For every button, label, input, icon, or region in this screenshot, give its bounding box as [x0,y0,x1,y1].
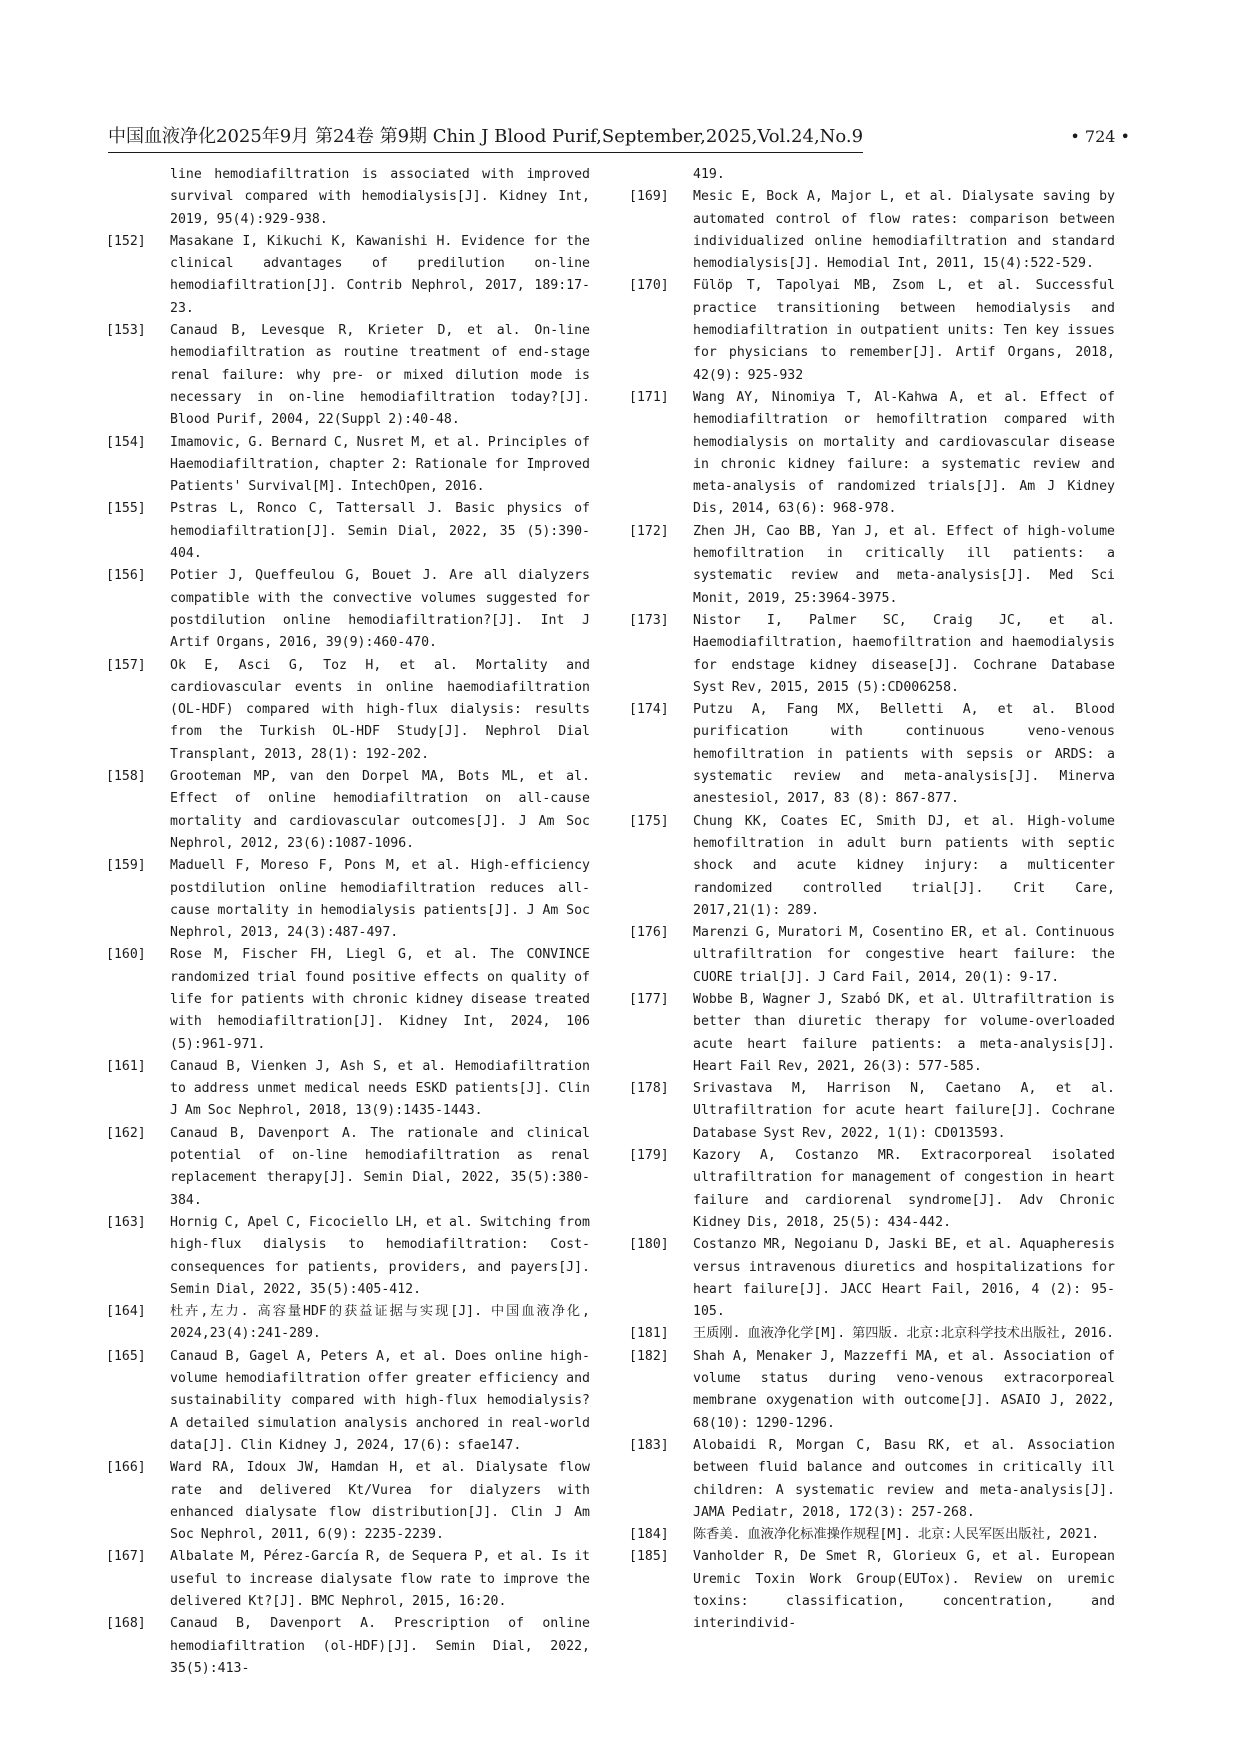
reference-number: [179] [629,1148,669,1164]
reference-text: Potier J, Queffeulou G, Bouet J. Are all dialyzers compatible with the convective volumes suggested for postdilution online hemodiafiltration?[J]. Int J Artif Organs, 2016, 39(9):460-470. [170,568,590,651]
reference-number: [185] [629,1549,669,1565]
reference-text: Kazory A, Costanzo MR. Extracorporeal isolated ultrafiltration for management of congestion in heart failure and cardiorenal syndrome[J]. Adv Chronic Kidney Dis, 2018, 25(5): 434-442. [693,1148,1115,1230]
reference-number: [166] [106,1460,146,1476]
reference-item [629,610,1115,699]
reference-text: 陈香美. 血液净化标准操作规程[M]. 北京:人民军医出版社, 2021. [693,1527,1100,1543]
reference-number: [152] [106,233,146,249]
reference-number: [180] [629,1237,669,1253]
reference-number: [160] [106,947,146,963]
reference-item [629,1546,1115,1635]
reference-text: Vanholder R, De Smet R, Glorieux G, et al. European Uremic Toxin Work Group(EUTox). Review on uremic toxins: classification, concentration, and interindivid- [693,1549,1115,1632]
reference-item [629,1234,1115,1323]
reference-item [106,498,590,565]
reference-number: [175] [629,813,669,829]
reference-text: Chung KK, Coates EC, Smith DJ, et al. High-volume hemofiltration in adult burn patients with septic shock and acute kidney injury: a multicenter randomized controlled trial[J]. Crit Care, 2017,21(1): 289. [693,813,1115,918]
reference-number: [183] [629,1437,669,1453]
reference-item [106,1056,590,1123]
reference-number: [154] [106,434,146,450]
reference-item [629,1524,1115,1546]
reference-text: Ward RA, Idoux JW, Hamdan H, et al. Dialysate flow rate and delivered Kt/Vurea for dialyzers with enhanced dialysate flow distribution[J]. Clin J Am Soc Nephrol, 2011, 6(9): 2235-2239. [170,1460,590,1543]
reference-item [629,989,1115,1078]
reference-text: Hornig C, Apel C, Ficociello LH, et al. Switching from high-flux dialysis to hemodiafiltration: Cost-consequences for patients, providers, and payers[J]. Semin Dial, 2022, 35(5):405-412. [170,1214,590,1297]
reference-text: Rose M, Fischer FH, Liegl G, et al. The CONVINCE randomized trial found positive effects on quality of life for patients with chronic kidney disease treated with hemodiafiltration[J]. Kidney Int, 2024, 106 (5):961-971. [170,947,590,1052]
reference-text: Ok E, Asci G, Toz H, et al. Mortality and cardiovascular events in online haemodiafiltration (OL-HDF) compared with high-flux dialysis: results from the Turkish OL-HDF Study[J]. Nephrol Dial Transplant, 2013, 28(1): 192-202. [170,657,590,762]
reference-text: line hemodiafiltration is associated with improved survival compared with hemodialysis[J]. Kidney Int, 2019, 95(4):929-938. [170,167,590,227]
reference-text: 王质刚. 血液净化学[M]. 第四版. 北京:北京科学技术出版社, 2016. [693,1326,1115,1342]
reference-number: [163] [106,1214,146,1230]
reference-item [629,164,1115,186]
reference-number: [153] [106,323,146,339]
reference-number: [159] [106,858,146,874]
reference-item [629,1346,1115,1435]
reference-text: Imamovic, G. Bernard C, Nusret M, et al. Principles of Haemodiafiltration, chapter 2: Rationale for Improved Patients' Survival[M]. IntechOpen, 2016. [170,434,590,495]
reference-item [106,320,590,431]
reference-item [629,699,1115,810]
reference-text: 杜卉,左力. 高容量HDF的获益证据与实现[J]. 中国血液净化, 2024,23(4):241-289. [170,1304,590,1342]
reference-text: Albalate M, Pérez-García R, de Sequera P, et al. Is it useful to increase dialysate flow rate to improve the delivered Kt?[J]. BMC Nephrol, 2015, 16:20. [170,1549,590,1609]
reference-item [106,1301,590,1346]
reference-number: [164] [106,1304,146,1320]
reference-item [106,1546,590,1613]
reference-text: Canaud B, Davenport A. Prescription of online hemodiafiltration (ol-HDF)[J]. Semin Dial, 2022, 35(5):413- [170,1616,590,1676]
reference-item [106,1457,590,1546]
reference-text: Canaud B, Gagel A, Peters A, et al. Does online high-volume hemodiafiltration offer greater efficiency and sustainability compared with high-flux hemodialysis? A detailed simulation analysis anchored in real-world data[J]. Clin Kidney J, 2024, 17(6): sfae147. [170,1348,590,1453]
reference-item [629,1145,1115,1234]
reference-text: Wang AY, Ninomiya T, Al-Kahwa A, et al. Effect of hemodiafiltration or hemofiltration compared with hemodialysis on mortality and cardiovascular disease in chronic kidney failure: a systematic review and meta-analysis of randomized trials[J]. Am J Kidney Dis, 2014, 63(6): 968-978. [693,389,1115,517]
reference-number: [158] [106,769,146,785]
reference-text: Zhen JH, Cao BB, Yan J, et al. Effect of high-volume hemofiltration in critically ill patients: a systematic review and meta-analysis[J]. Med Sci Monit, 2019, 25:3964-3975. [693,523,1115,606]
reference-item [106,1212,590,1301]
reference-item [106,766,590,855]
reference-text: Canaud B, Vienken J, Ash S, et al. Hemodiafiltration to address unmet medical needs ESKD patients[J]. Clin J Am Soc Nephrol, 2018, 13(9):1435-1443. [170,1058,590,1119]
reference-number: [162] [106,1125,146,1141]
reference-item [629,1323,1115,1345]
reference-text: Fülöp T, Tapolyai MB, Zsom L, et al. Successful practice transitioning between hemodialysis and hemodiafiltration in outpatient units: Ten key issues for physicians to remember[J]. Artif Organs, 2018, 42(9): 925-932 [693,278,1115,383]
reference-text: Canaud B, Levesque R, Krieter D, et al. On-line hemodiafiltration as routine treatment of end-stage renal failure: why pre- or mixed dilution mode is necessary in on-line hemodiafiltration today?[J]. Blood Purif, 2004, 22(Suppl 2):40-48. [170,323,590,428]
journal-running-head: 中国血液净化2025年9月 第24卷 第9期 Chin J Blood Purif,September,2025,Vol.24,No.9 [108,124,863,153]
reference-text: Marenzi G, Muratori M, Cosentino ER, et al. Continuous ultrafiltration for congestive heart failure: the CUORE trial[J]. J Card Fail, 2014, 20(1): 9-17. [693,925,1115,985]
reference-text: Putzu A, Fang MX, Belletti A, et al. Blood purification with continuous veno-venous hemofiltration in patients with sepsis or ARDS: a systematic review and meta-analysis[J]. Minerva anestesiol, 2017, 83 (8): 867-877. [693,702,1115,807]
reference-item [106,1613,590,1680]
reference-number: [174] [629,702,669,718]
reference-number: [182] [629,1348,669,1364]
reference-item [106,231,590,320]
reference-text: Shah A, Menaker J, Mazzeffi MA, et al. Association of volume status during veno-venous extracorporeal membrane oxygenation with outcome[J]. ASAIO J, 2022, 68(10): 1290-1296. [693,1348,1115,1431]
reference-text: Maduell F, Moreso F, Pons M, et al. High-efficiency postdilution online hemodiafiltration reduces all-cause mortality in hemodialysis patients[J]. J Am Soc Nephrol, 2013, 24(3):487-497. [170,858,590,941]
reference-text: Canaud B, Davenport A. The rationale and clinical potential of on-line hemodiafiltration as renal replacement therapy[J]. Semin Dial, 2022, 35(5):380-384. [170,1125,590,1208]
reference-number: [167] [106,1549,146,1565]
reference-text: Pstras L, Ronco C, Tattersall J. Basic physics of hemodiafiltration[J]. Semin Dial, 2022, 35 (5):390-404. [170,501,590,562]
reference-number: [165] [106,1348,146,1364]
reference-text: Alobaidi R, Morgan C, Basu RK, et al. Association between fluid balance and outcomes in critically ill children: A systematic review and meta-analysis[J]. JAMA Pediatr, 2018, 172(3): 257-268. [693,1437,1115,1520]
reference-number: [181] [629,1326,669,1342]
reference-number: [176] [629,925,669,941]
reference-number: [169] [629,189,669,205]
reference-item [629,521,1115,610]
reference-number: [155] [106,501,146,517]
reference-number: [157] [106,657,146,673]
reference-text: Masakane I, Kikuchi K, Kawanishi H. Evidence for the clinical advantages of predilution on-line hemodiafiltration[J]. Contrib Nephrol, 2017, 189:17-23. [170,233,590,316]
reference-item [629,186,1115,275]
reference-item [106,565,590,654]
reference-item [106,855,590,944]
reference-text: 419. [693,167,725,182]
page-number: • 724 • [1070,127,1130,146]
reference-text: Grooteman MP, van den Dorpel MA, Bots ML, et al. Effect of online hemodiafiltration on all-cause mortality and cardiovascular outcomes[J]. J Am Soc Nephrol, 2012, 23(6):1087-1096. [170,769,590,851]
reference-number: [177] [629,991,669,1007]
right-column [629,164,1115,1636]
reference-number: [156] [106,568,146,584]
reference-item [106,655,590,766]
reference-number: [171] [629,389,669,405]
reference-item [106,944,590,1055]
reference-text: Mesic E, Bock A, Major L, et al. Dialysate saving by automated control of flow rates: comparison between individualized online hemodiafiltration and standard hemodialysis[J]. Hemodial Int, 2011, 15(4):522-529. [693,189,1115,272]
reference-number: [173] [629,612,669,628]
reference-item [629,1435,1115,1524]
reference-item [106,164,590,231]
reference-item [106,1346,590,1457]
reference-item [629,387,1115,521]
reference-number: [184] [629,1527,669,1543]
reference-item [629,1078,1115,1145]
reference-number: [172] [629,523,669,539]
reference-text: Wobbe B, Wagner J, Szabó DK, et al. Ultrafiltration is better than diuretic therapy for volume-overloaded acute heart failure patients: a meta-analysis[J]. Heart Fail Rev, 2021, 26(3): 577-585. [693,991,1115,1074]
left-column [106,164,590,1680]
reference-item [106,1123,590,1212]
reference-text: Srivastava M, Harrison N, Caetano A, et al. Ultrafiltration for acute heart failure[J]. Cochrane Database Syst Rev, 2022, 1(1): CD013593. [693,1081,1115,1141]
reference-text: Nistor I, Palmer SC, Craig JC, et al. Haemodiafiltration, haemofiltration and haemodialysis for endstage kidney disease[J]. Cochrane Database Syst Rev, 2015, 2015 (5):CD006258. [693,612,1115,695]
reference-number: [170] [629,278,669,294]
reference-item [629,811,1115,922]
reference-item [106,432,590,499]
page-header [108,124,1130,150]
reference-item [629,275,1115,386]
reference-number: [168] [106,1616,146,1632]
reference-number: [178] [629,1081,669,1097]
reference-text: Costanzo MR, Negoianu D, Jaski BE, et al. Aquapheresis versus intravenous diuretics and hospitalizations for heart failure[J]. JACC Heart Fail, 2016, 4 (2): 95-105. [693,1237,1115,1320]
reference-item [629,922,1115,989]
reference-number: [161] [106,1058,146,1074]
